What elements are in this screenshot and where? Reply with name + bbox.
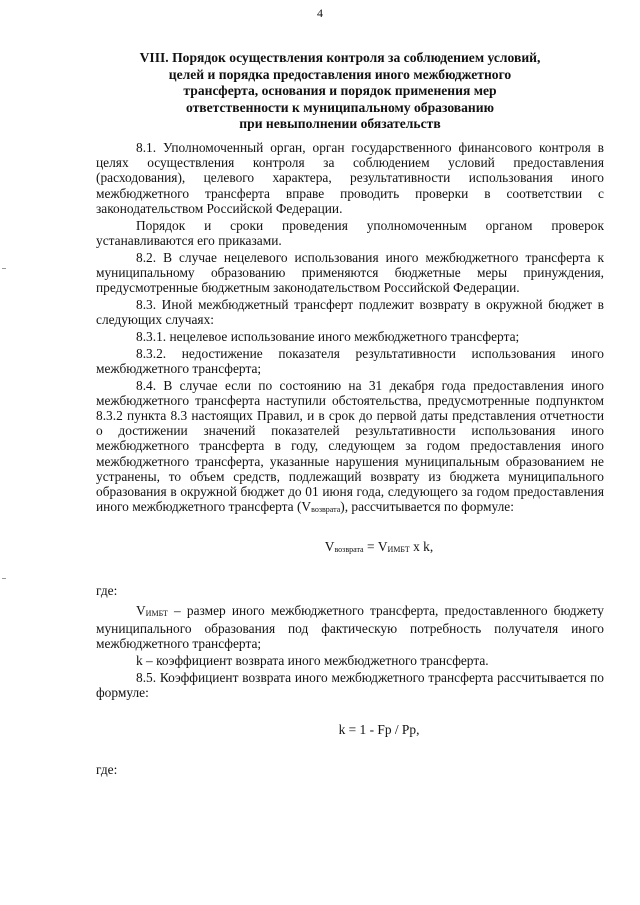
paragraph-8-4-text: 8.4. В случае если по состоянию на 31 декабря года предоставления иного межбюджетного трансферта наступили обстоятельства, предусмотренные подпунктом 8.3.2 пункта 8.3 настоящих Правил, и в срок до первой даты представления отчетности о достижении значений показателей результативности использования иного межбюджетного трансферта в году, следующем за годом предоставления иного межбюджетного трансферта, указанные нарушения муниципальным образованием не устранены, то объем средств, подлежащий возврату из бюджета муниципального образования в окружной бюджет до 01 июня года, следующего за годом предоставления иного межбюджетного трансферта (V bbox=[96, 377, 604, 515]
formula-return-volume bbox=[96, 539, 604, 557]
paragraph-8-1: 8.1. Уполномоченный орган, орган государственного финансового контроля в целях осуществления контроля за соблюдением условий предоставления (расходования), целевого характера, результативности использования иного межбюджетного трансферта вправе проводить проверки в соответствии с законодательством Российской Федерации. bbox=[96, 140, 604, 216]
heading-line: целей и порядка предоставления иного межбюджетного bbox=[168, 66, 512, 82]
paragraph-8-3-1: 8.3.1. нецелевое использование иного межбюджетного трансферта; bbox=[136, 328, 520, 344]
where-label: где: bbox=[96, 582, 118, 598]
formula-eq: = V bbox=[363, 539, 388, 555]
definition-v-imbt bbox=[96, 603, 604, 652]
paragraph-8-5: 8.5. Коэффициент возврата иного межбюджетного трансферта рассчитывается по формуле: bbox=[96, 669, 604, 701]
paragraph-8-4-end: ), рассчитывается по формуле: bbox=[340, 499, 514, 515]
margin-mark bbox=[2, 578, 6, 579]
section-heading bbox=[112, 50, 568, 133]
heading-line: трансферта, основания и порядок применения мер bbox=[183, 83, 497, 99]
definition-subscript: ИМБТ bbox=[145, 608, 168, 618]
paragraph-8-3: 8.3. Иной межбюджетный трансферт подлежит возврату в окружной бюджет в следующих случаях: bbox=[96, 296, 604, 328]
definition-k: k – коэффициент возврата иного межбюджетного трансферта. bbox=[136, 653, 489, 669]
formula-rhs-subscript: ИМБТ bbox=[387, 545, 410, 555]
heading-line: при невыполнении обязательств bbox=[239, 116, 441, 132]
heading-line: VIII. Порядок осуществления контроля за соблюдением условий, bbox=[139, 50, 541, 65]
definition-text: – размер иного межбюджетного трансферта, предоставленного бюджету муниципального образования под фактическую потребность получателя иного межбюджетного трансферта; bbox=[96, 602, 604, 652]
where-label: где: bbox=[96, 762, 118, 778]
formula-coefficient: k = 1 - Fp / Pp, bbox=[338, 722, 420, 738]
definition-symbol: V bbox=[136, 602, 146, 618]
paragraph-8-4 bbox=[96, 378, 604, 518]
subscript: возврата bbox=[311, 505, 341, 515]
page-number: 4 bbox=[317, 6, 323, 20]
heading-line: ответственности к муниципальному образованию bbox=[186, 99, 494, 115]
formula-lhs-subscript: возврата bbox=[334, 545, 364, 555]
formula-lhs: V bbox=[324, 539, 335, 555]
document-body bbox=[96, 140, 604, 779]
paragraph-8-2: 8.2. В случае нецелевого использования иного межбюджетного трансферта к муниципальному образованию применяются бюджетные меры принуждения, предусмотренные бюджетным законодательством Российской Федерации. bbox=[96, 249, 604, 296]
paragraph-8-3-2: 8.3.2. недостижение показателя результативности использования иного межбюджетного трансферта; bbox=[96, 345, 604, 376]
paragraph-8-1-procedure: Порядок и сроки проведения уполномоченным органом проверок устанавливаются его приказами. bbox=[96, 217, 604, 248]
formula-tail: x k, bbox=[409, 539, 434, 555]
margin-mark bbox=[2, 268, 6, 269]
